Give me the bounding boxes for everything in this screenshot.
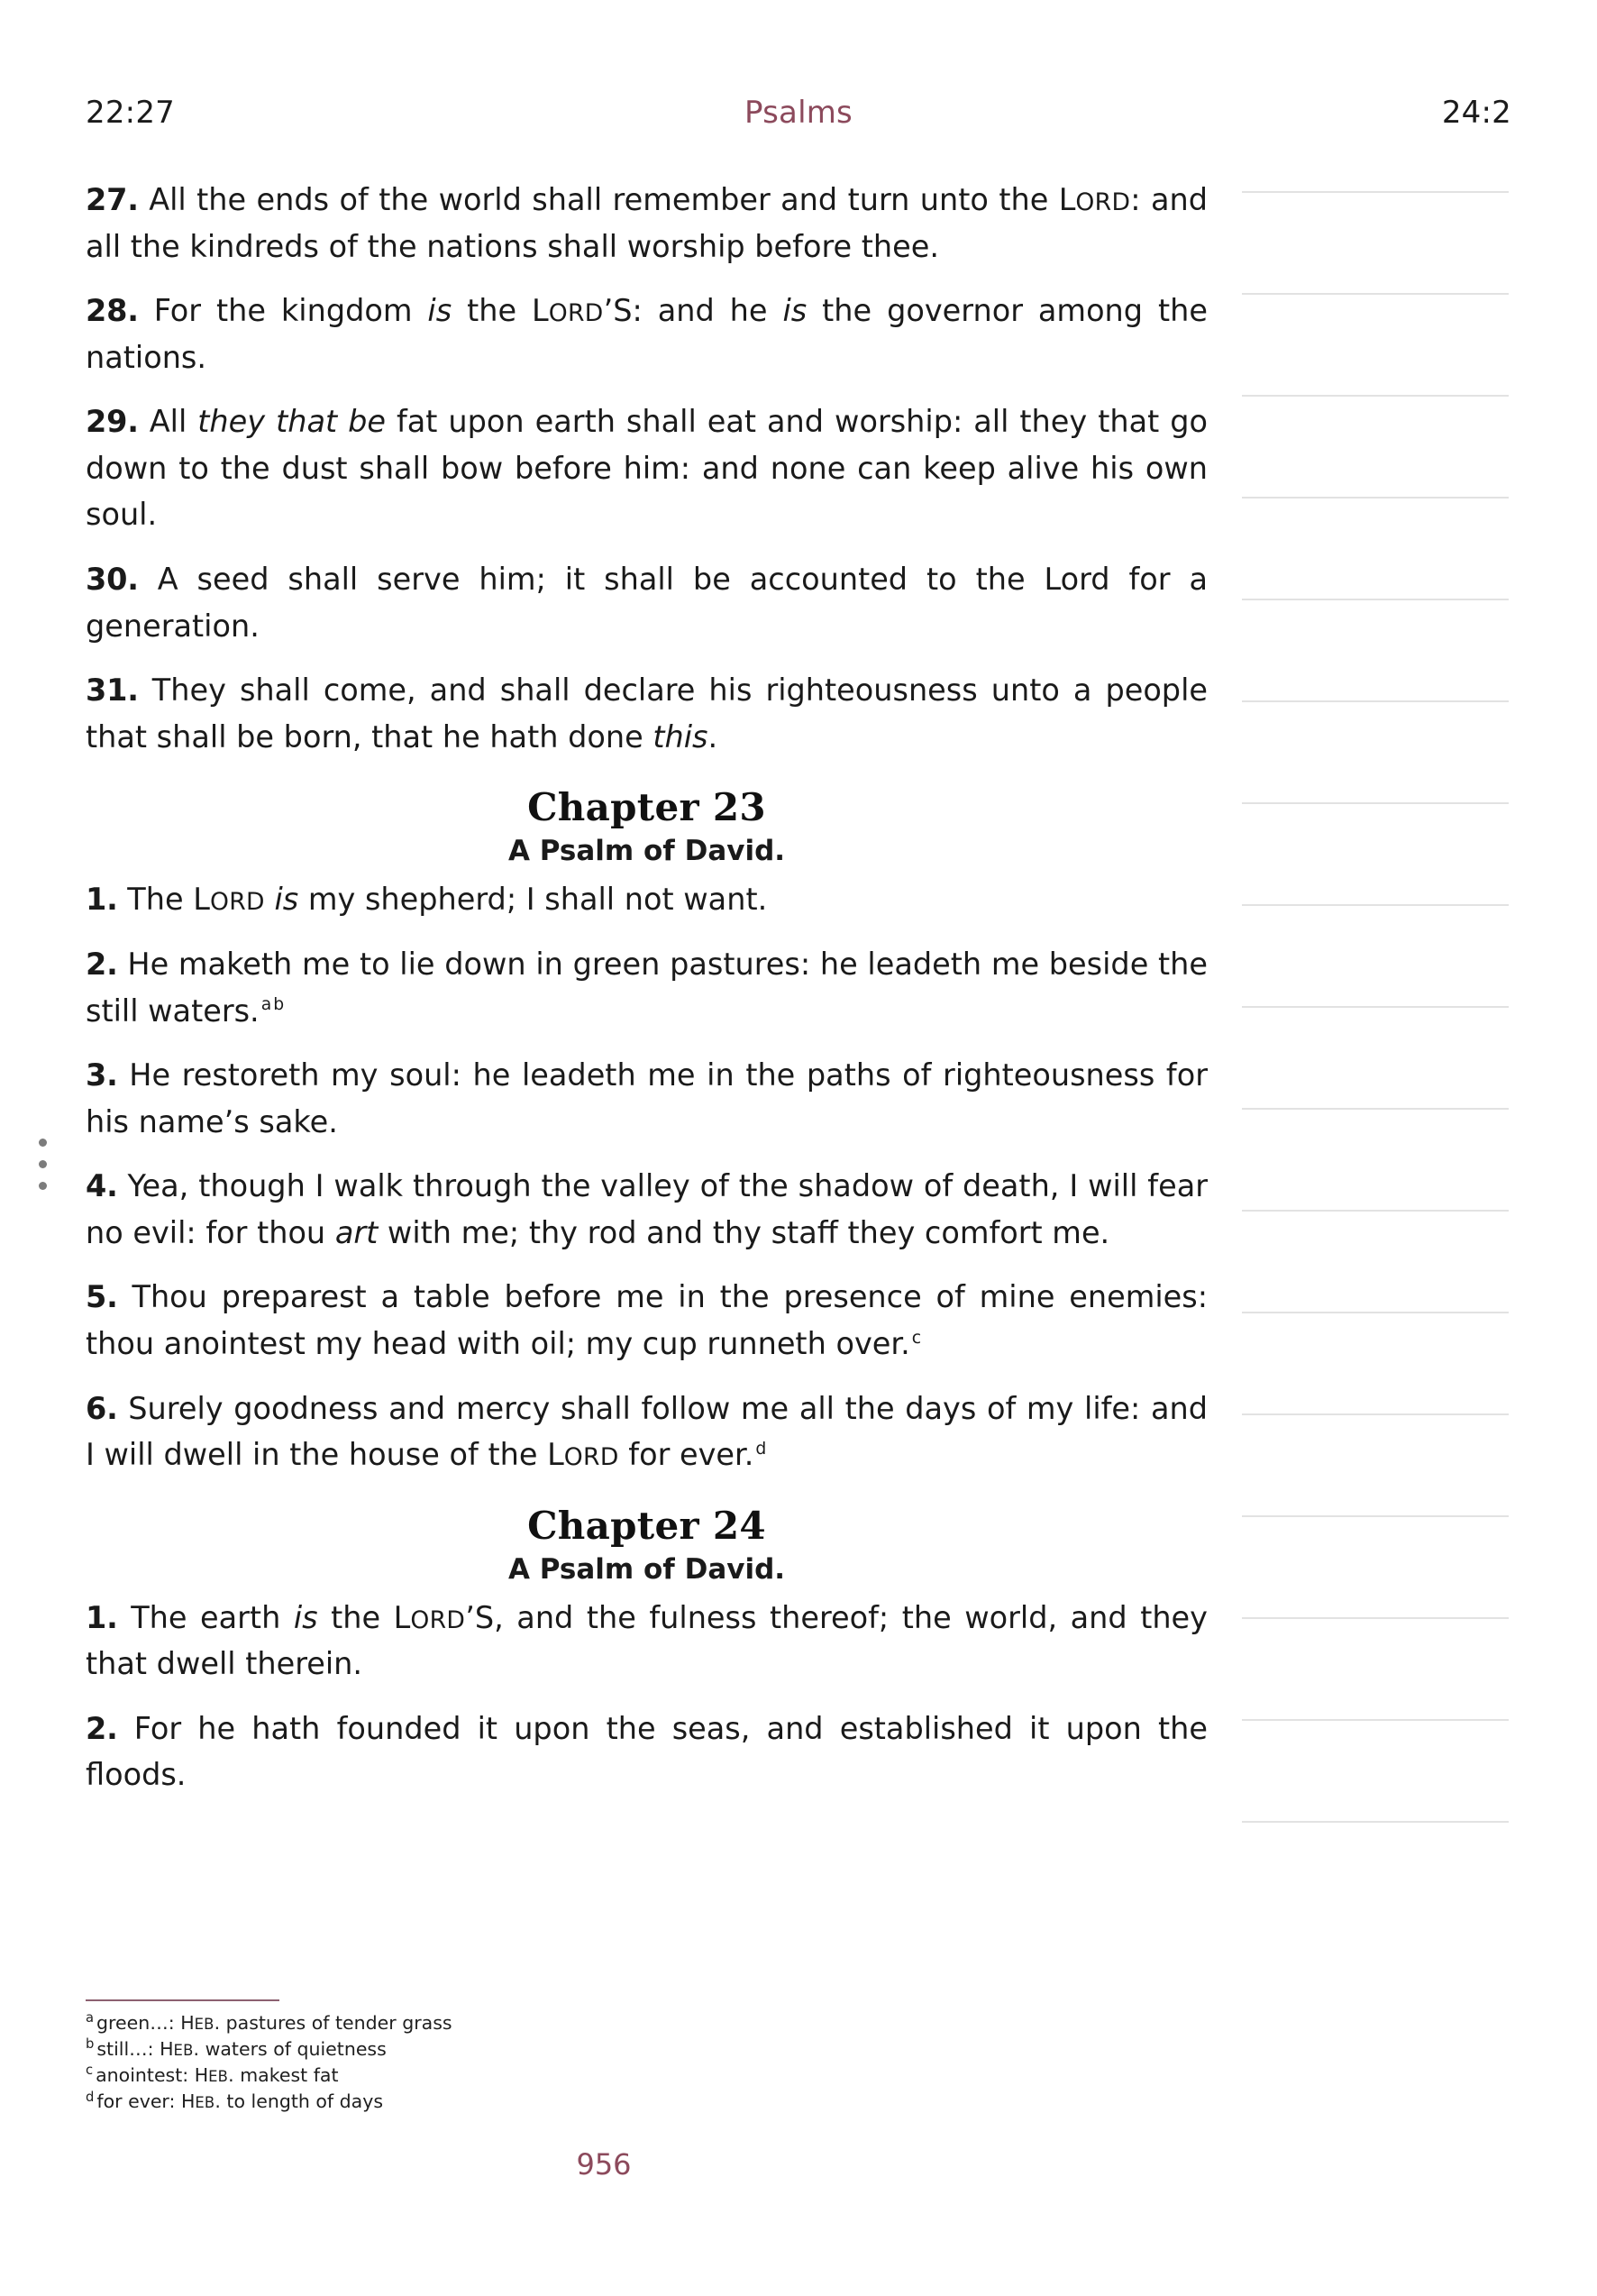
- verse-text: The: [127, 882, 194, 918]
- margin-handle[interactable]: [36, 1139, 49, 1190]
- verse-text: They shall come, and shall declare his righteousness unto a people that shall be born, that he hath done: [86, 672, 1208, 755]
- footnote-text: waters of quietness: [199, 2038, 387, 2061]
- margin-note-rule[interactable]: [1242, 1515, 1509, 1517]
- margin-note-rule[interactable]: [1242, 293, 1509, 295]
- running-header: [86, 95, 1511, 138]
- margin-note-rule[interactable]: [1242, 1210, 1509, 1212]
- footnote-source-hebrew: HEB.: [194, 2064, 234, 2087]
- divine-name-lord: LORD: [193, 882, 265, 918]
- verse-22-29[interactable]: [86, 398, 1208, 538]
- margin-note-rule[interactable]: [1242, 802, 1509, 804]
- scripture-text-column: [86, 177, 1208, 1798]
- verse-number: 6.: [86, 1390, 118, 1426]
- header-left-reference: 22:27: [86, 95, 175, 131]
- italic-word-art: art: [334, 1214, 379, 1250]
- margin-note-rule[interactable]: [1242, 191, 1509, 193]
- margin-note-rule[interactable]: [1242, 599, 1509, 600]
- footnote-item[interactable]: [86, 2063, 897, 2089]
- verse-number: 27.: [86, 182, 139, 217]
- verse-text: the: [317, 1599, 394, 1635]
- verse-text: Thou preparest a table before me in the presence of mine enemies: thou anointest my head with oil; my cup runneth over.: [86, 1279, 1209, 1361]
- margin-note-rule[interactable]: [1242, 1821, 1509, 1823]
- footnote-source-hebrew: HEB.: [180, 2090, 221, 2113]
- verse-23-6[interactable]: [86, 1386, 1208, 1478]
- italic-word-is: is: [782, 293, 808, 329]
- margin-note-rule[interactable]: [1242, 1413, 1509, 1415]
- footnote-source-hebrew: HEB.: [160, 2038, 200, 2061]
- footnote-marker-d[interactable]: d: [755, 1439, 767, 1459]
- footnote-keyword: for ever:: [96, 2090, 181, 2113]
- verse-23-2[interactable]: [86, 941, 1208, 1034]
- margin-note-rule[interactable]: [1242, 395, 1509, 397]
- chapter-heading-24: Chapter 24: [527, 1503, 766, 1548]
- verse-text: He restoreth my soul: he leadeth me in the paths of righteousness for his name’s sake.: [86, 1057, 1208, 1139]
- footnote-keyword: still…:: [96, 2038, 160, 2061]
- verse-24-1[interactable]: [86, 1595, 1208, 1688]
- footnote-separator-rule: [86, 1999, 279, 2001]
- verse-number: 1.: [86, 1599, 118, 1635]
- verse-text: [265, 882, 275, 917]
- verse-22-31[interactable]: [86, 667, 1208, 760]
- verse-text: .: [707, 718, 718, 755]
- verse-22-30[interactable]: [86, 556, 1208, 649]
- verse-text: with me; thy rod and thy staff they comfort me.: [378, 1214, 1110, 1250]
- footnote-marker: a: [86, 2010, 95, 2026]
- verse-text: , and the fulness thereof; the world, and they that dwell therein.: [86, 1599, 1208, 1682]
- footnote-keyword: green…:: [96, 2012, 181, 2034]
- margin-note-rule[interactable]: [1242, 1006, 1509, 1008]
- verse-text: Surely goodness and mercy shall follow me all the days of my life: and I will dwell in the house of the: [86, 1390, 1208, 1473]
- italic-phrase: they that be: [197, 404, 386, 440]
- footnote-keyword: anointest:: [96, 2064, 195, 2087]
- verse-text: for ever.: [618, 1437, 754, 1473]
- margin-note-rule[interactable]: [1242, 1617, 1509, 1619]
- verse-number: 28.: [86, 293, 139, 329]
- verse-number: 2.: [86, 1710, 118, 1746]
- verse-23-5[interactable]: [86, 1274, 1208, 1367]
- footnote-source-hebrew: HEB.: [180, 2012, 221, 2034]
- verse-23-1[interactable]: [86, 876, 1208, 923]
- verse-23-4[interactable]: [86, 1163, 1208, 1256]
- verse-number: 5.: [86, 1279, 118, 1315]
- divine-name-lord: LORD’S: [532, 293, 633, 329]
- footnote-text: pastures of tender grass: [220, 2012, 452, 2034]
- footnote-item[interactable]: [86, 2089, 897, 2115]
- verse-text: For the kingdom: [153, 293, 428, 329]
- footnote-marker-b[interactable]: b: [273, 995, 285, 1015]
- verse-number: 30.: [86, 562, 139, 598]
- verse-text: For he hath founded it upon the seas, and established it upon the floods.: [86, 1710, 1208, 1793]
- handle-dot-icon: [39, 1182, 47, 1190]
- verse-24-2[interactable]: [86, 1706, 1208, 1798]
- header-right-reference: 24:2: [1441, 95, 1511, 131]
- verse-text: A seed shall serve him; it shall be accounted to the Lord for a generation.: [86, 562, 1208, 644]
- footnote-text: makest fat: [233, 2064, 339, 2087]
- margin-note-rule[interactable]: [1242, 700, 1509, 702]
- verse-23-3[interactable]: [86, 1052, 1208, 1145]
- divine-name-lord: LORD: [1058, 182, 1131, 217]
- footnote-item[interactable]: [86, 2036, 897, 2063]
- verse-text: Yea, though I walk through the valley of the shadow of death, I will fear no evil: for thou: [86, 1168, 1208, 1250]
- chapter-heading-23: Chapter 23: [527, 785, 766, 830]
- verse-number: 4.: [86, 1168, 118, 1204]
- footnote-marker: b: [86, 2036, 95, 2053]
- footnote-marker: c: [86, 2063, 94, 2079]
- handle-dot-icon: [39, 1160, 47, 1168]
- verse-text: : and he: [632, 293, 783, 329]
- verse-text: : and all the kindreds of the nations shall worship before thee.: [86, 182, 1209, 264]
- verse-text: He maketh me to lie down in green pastures: he leadeth me beside the still waters.: [86, 946, 1209, 1029]
- footnote-marker-a[interactable]: a: [260, 995, 272, 1015]
- verse-number: 29.: [86, 404, 139, 440]
- footnote-item[interactable]: [86, 2010, 897, 2036]
- margin-note-rule[interactable]: [1242, 1312, 1509, 1313]
- verse-text: my shepherd; I shall not want.: [298, 882, 768, 918]
- italic-word-is: is: [274, 882, 299, 918]
- margin-note-rule[interactable]: [1242, 497, 1509, 499]
- verse-text: All the ends of the world shall remember and turn unto the: [149, 182, 1059, 217]
- verse-22-28[interactable]: [86, 288, 1208, 380]
- verse-text: the: [452, 293, 533, 329]
- verse-text: All: [149, 404, 198, 440]
- margin-note-rule[interactable]: [1242, 1719, 1509, 1721]
- psalm-subtitle-24: A Psalm of David.: [507, 1552, 786, 1586]
- margin-note-area[interactable]: [1242, 0, 1509, 2296]
- verse-text: The earth: [131, 1599, 294, 1635]
- handle-dot-icon: [39, 1139, 47, 1147]
- verse-text: the governor among the nations.: [86, 293, 1208, 375]
- footnote-marker-c[interactable]: c: [911, 1328, 922, 1348]
- page-number: 956: [576, 2147, 632, 2182]
- verse-22-27[interactable]: [86, 177, 1208, 270]
- italic-word-this: this: [652, 718, 708, 755]
- footnote-section: [86, 1999, 897, 2115]
- header-book-title: Psalms: [744, 95, 853, 131]
- verse-number: 3.: [86, 1057, 118, 1093]
- margin-note-rule[interactable]: [1242, 904, 1509, 906]
- margin-note-rule[interactable]: [1242, 1108, 1509, 1110]
- italic-word-is: is: [427, 293, 452, 329]
- footnote-text: to length of days: [220, 2090, 384, 2113]
- psalm-subtitle-23: A Psalm of David.: [507, 835, 786, 868]
- verse-text: fat upon earth shall eat and worship: all they that go down to the dust shall bow before him: and none can keep alive his own soul.: [86, 404, 1208, 533]
- verse-number: 2.: [86, 946, 118, 982]
- footnote-marker: d: [86, 2089, 95, 2105]
- italic-word-is: is: [293, 1599, 318, 1635]
- verse-number: 1.: [86, 882, 118, 918]
- divine-name-lord: LORD: [547, 1437, 619, 1473]
- verse-number: 31.: [86, 672, 139, 709]
- divine-name-lord: LORD’S: [393, 1599, 495, 1635]
